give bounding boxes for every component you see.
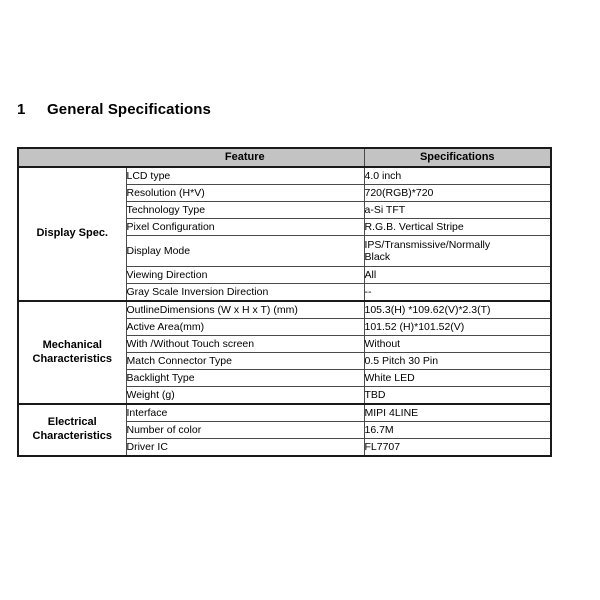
spec-display-mode <box>364 236 551 267</box>
table-header-row <box>18 148 551 167</box>
spec-pixel-configuration: R.G.B. Vertical Stripe <box>364 219 551 236</box>
specifications-table <box>17 147 552 457</box>
feature-number-of-color: Number of color <box>126 422 364 439</box>
table-header <box>18 148 551 167</box>
column-header-specifications: Specifications <box>364 148 551 167</box>
spec-match-connector-type: 0.5 Pitch 30 Pin <box>364 353 551 370</box>
feature-weight: Weight (g) <box>126 387 364 405</box>
group-label-mechanical-line2: Characteristics <box>32 352 112 365</box>
feature-technology-type: Technology Type <box>126 202 364 219</box>
spec-resolution: 720(RGB)*720 <box>364 185 551 202</box>
table-row <box>18 167 551 185</box>
group-label-display-spec: Display Spec. <box>18 167 126 301</box>
group-label-electrical-line2: Characteristics <box>32 430 112 442</box>
spec-lcd-type: 4.0 inch <box>364 167 551 185</box>
feature-touch-screen: With /Without Touch screen <box>126 336 364 353</box>
feature-display-mode: Display Mode <box>126 236 364 267</box>
feature-backlight-type: Backlight Type <box>126 370 364 387</box>
column-header-feature: Feature <box>126 148 364 167</box>
group-label-mechanical-line1: Mechanical <box>42 338 102 351</box>
spec-weight: TBD <box>364 387 551 405</box>
spec-technology-type: a-Si TFT <box>364 202 551 219</box>
feature-match-connector-type: Match Connector Type <box>126 353 364 370</box>
specifications-table-container <box>17 147 550 457</box>
feature-viewing-direction: Viewing Direction <box>126 267 364 284</box>
table-body <box>18 167 551 456</box>
spec-backlight-type: White LED <box>364 370 551 387</box>
spec-gray-scale-inversion-direction: -- <box>364 284 551 302</box>
group-label-mechanical-characteristics <box>18 301 126 404</box>
feature-pixel-configuration: Pixel Configuration <box>126 219 364 236</box>
table-row <box>18 404 551 422</box>
feature-outline-dimensions: OutlineDimensions (W x H x T) (mm) <box>126 301 364 319</box>
column-header-group <box>18 148 126 167</box>
feature-gray-scale-inversion-direction: Gray Scale Inversion Direction <box>126 284 364 302</box>
spec-active-area: 101.52 (H)*101.52(V) <box>364 319 551 336</box>
feature-interface: Interface <box>126 404 364 422</box>
feature-active-area: Active Area(mm) <box>126 319 364 336</box>
feature-lcd-type: LCD type <box>126 167 364 185</box>
spec-number-of-color: 16.7M <box>364 422 551 439</box>
spec-interface: MIPI 4LINE <box>364 404 551 422</box>
section-number: 1 <box>17 101 26 118</box>
table-row <box>18 301 551 319</box>
group-label-electrical-characteristics <box>18 404 126 456</box>
spec-driver-ic: FL7707 <box>364 439 551 457</box>
group-label-electrical-line1: Electrical <box>47 416 97 429</box>
feature-resolution: Resolution (H*V) <box>126 185 364 202</box>
spec-display-mode-line2: Black <box>364 251 391 263</box>
spec-touch-screen: Without <box>364 336 551 353</box>
spec-viewing-direction: All <box>364 267 551 284</box>
page-title <box>17 101 211 118</box>
section-title: General Specifications <box>47 101 211 118</box>
feature-driver-ic: Driver IC <box>126 439 364 457</box>
spec-display-mode-line1: IPS/Transmissive/Normally <box>364 238 491 251</box>
spec-outline-dimensions: 105.3(H) *109.62(V)*2.3(T) <box>364 301 551 319</box>
